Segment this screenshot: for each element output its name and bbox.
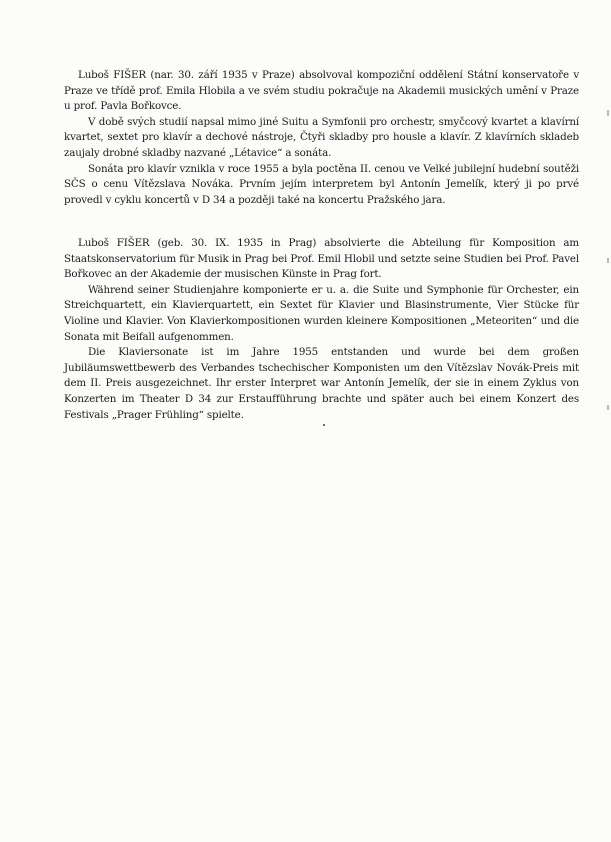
german-paragraph-1: Luboš FIŠER (geb. 30. IX. 1935 in Prag) absolvierte die Abteilung für Komposition am Staatskonservatorium für Musik in Prag bei Prof. Emil Hlobil und setzte seine Studien bei Prof. Pavel Bořkovec an der Akademie der musischen Künste in Prag fort. <box>64 237 579 281</box>
scan-edge-mark <box>607 405 609 410</box>
stray-dot <box>323 424 325 426</box>
scan-edge-mark <box>607 258 609 263</box>
german-paragraph-3: Die Klaviersonate ist im Jahre 1955 entstanden und wurde bei dem großen Jubiläumswettbewerb des Verbandes tschechischer Komponisten um den Vítězslav Novák-Preis mit dem II. Preis ausgezeichnet. Ihr erster Interpret war Antonín Jemelík, der sie in einem Zyklus von Konzerten im Theater D 34 zur Erstaufführung brachte und später auch bei einem Konzert des Festivals „Prager Frühling“ spielte. <box>64 346 579 421</box>
german-biography <box>64 236 579 423</box>
czech-paragraph-3: Sonáta pro klavír vznikla v roce 1955 a byla poctěna II. cenou ve Velké jubilejní hudební soutěži SČS o cenu Vítězslava Nováka. Prvním jejím interpretem byl Antonín Jemelík, který ji po prvé provedl v cyklu koncertů v D 34 a později také na koncertu Pražského jara. <box>64 162 579 206</box>
czech-biography <box>64 68 579 208</box>
czech-paragraph-2: V době svých studií napsal mimo jiné Suitu a Symfonii pro orchestr, smyčcový kvartet a klavírní kvartet, sextet pro klavír a dechové nástroje, Čtyři skladby pro housle a klavír. Z klavírních skladeb zaujaly drobné skladby nazvané „Létavice“ a sonáta. <box>64 115 579 159</box>
czech-paragraph-1: Luboš FIŠER (nar. 30. září 1935 v Praze) absolvoval kompoziční oddělení Státní konservatoře v Praze ve třídě prof. Emila Hlobila a ve svém studiu pokračuje na Akademii musických umění v Praze u prof. Pavla Bořkovce. <box>64 69 579 113</box>
scan-edge-mark <box>607 110 609 116</box>
german-paragraph-2: Während seiner Studienjahre komponierte er u. a. die Suite und Symphonie für Orchester, ein Streichquartett, ein Klavierquartett, ein Sextet für Klavier und Blasinstrumente, Vier Stücke für Violine und Klavier. Von Klavierkompositionen wurden kleinere Kompositionen „Meteoriten“ und die Sonata mit Beifall aufgenommen. <box>64 283 579 343</box>
